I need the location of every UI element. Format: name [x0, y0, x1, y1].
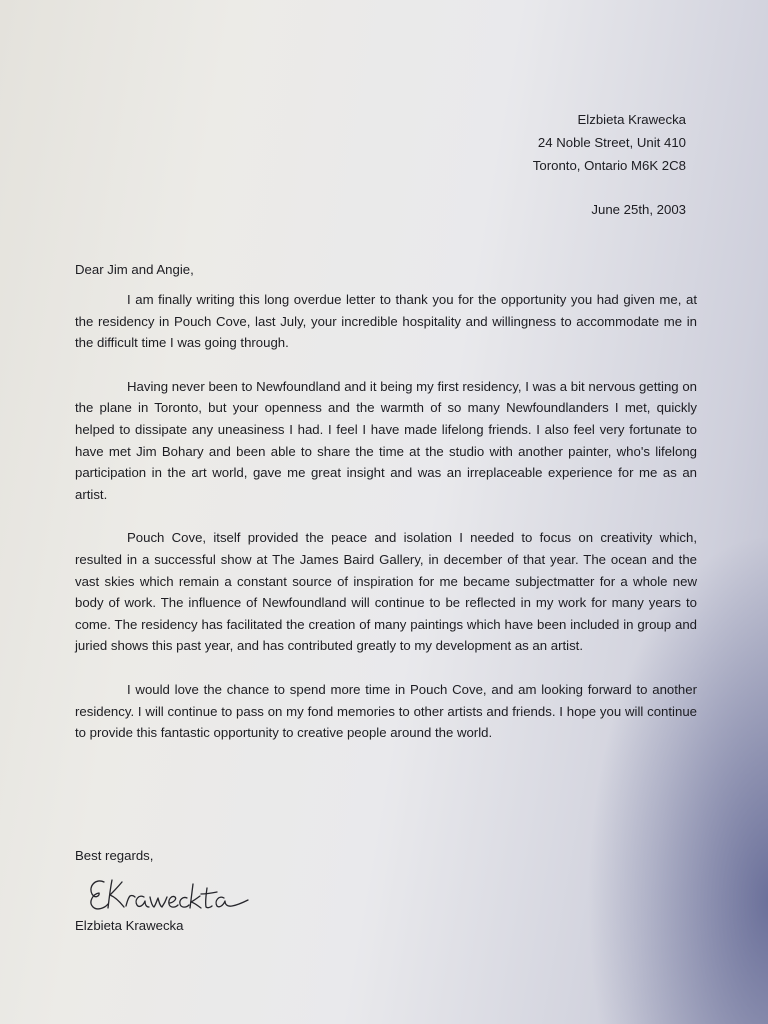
- handwritten-signature: [86, 866, 256, 923]
- letter-date: June 25th, 2003: [591, 202, 686, 217]
- sender-city: Toronto, Ontario M6K 2C8: [532, 158, 686, 173]
- sender-address-block: [533, 108, 686, 177]
- paragraph-2: Having never been to Newfoundland and it being my first residency, I was a bit nervous getting on the plane in Toronto, but your openness and the warmth of so many Newfoundlanders I met, quickly helped to dissipate any uneasiness I had. I feel I have made lifelong friends. I also feel very fortunate to have met Jim Bohary and been able to share the time at the studio with another painter, who's lifelong participation in the art world, gave me great insight and was an irreplaceable experience for me as an artist.: [75, 378, 697, 502]
- paragraph-1: I am finally writing this long overdue letter to thank you for the opportunity you had given me, at the residency in Pouch Cove, last July, your incredible hospitality and willingness to accommodate me in the difficult time I was going through.: [75, 292, 697, 351]
- sender-name: Elzbieta Krawecka: [577, 112, 686, 127]
- paragraph-4: I would love the chance to spend more time in Pouch Cove, and am looking forward to another residency. I will continue to pass on my fond memories to other artists and friends. I hope you will continue to provide this fantastic opportunity to creative people around the world.: [75, 681, 697, 741]
- letter-body: [75, 289, 697, 766]
- closing: Best regards,: [75, 848, 154, 863]
- paragraph-3: Pouch Cove, itself provided the peace and isolation I needed to focus on creativity which, resulted in a successful show at The James Baird Gallery, in december of that year. The ocean and the vast skies which remain a constant source of inspiration for me became subjectmatter for a whole new body of work. The influence of Newfoundland will continue to be reflected in my work for many years to come. The residency has facilitated the creation of many paintings which have been included in group and juried shows this past year, and has contributed greatly to my development as an artist.: [75, 530, 697, 654]
- sender-street: 24 Noble Street, Unit 410: [537, 135, 686, 150]
- salutation: Dear Jim and Angie,: [75, 262, 194, 277]
- signer-name: Elzbieta Krawecka: [75, 918, 184, 933]
- signature-drawing: [86, 866, 256, 918]
